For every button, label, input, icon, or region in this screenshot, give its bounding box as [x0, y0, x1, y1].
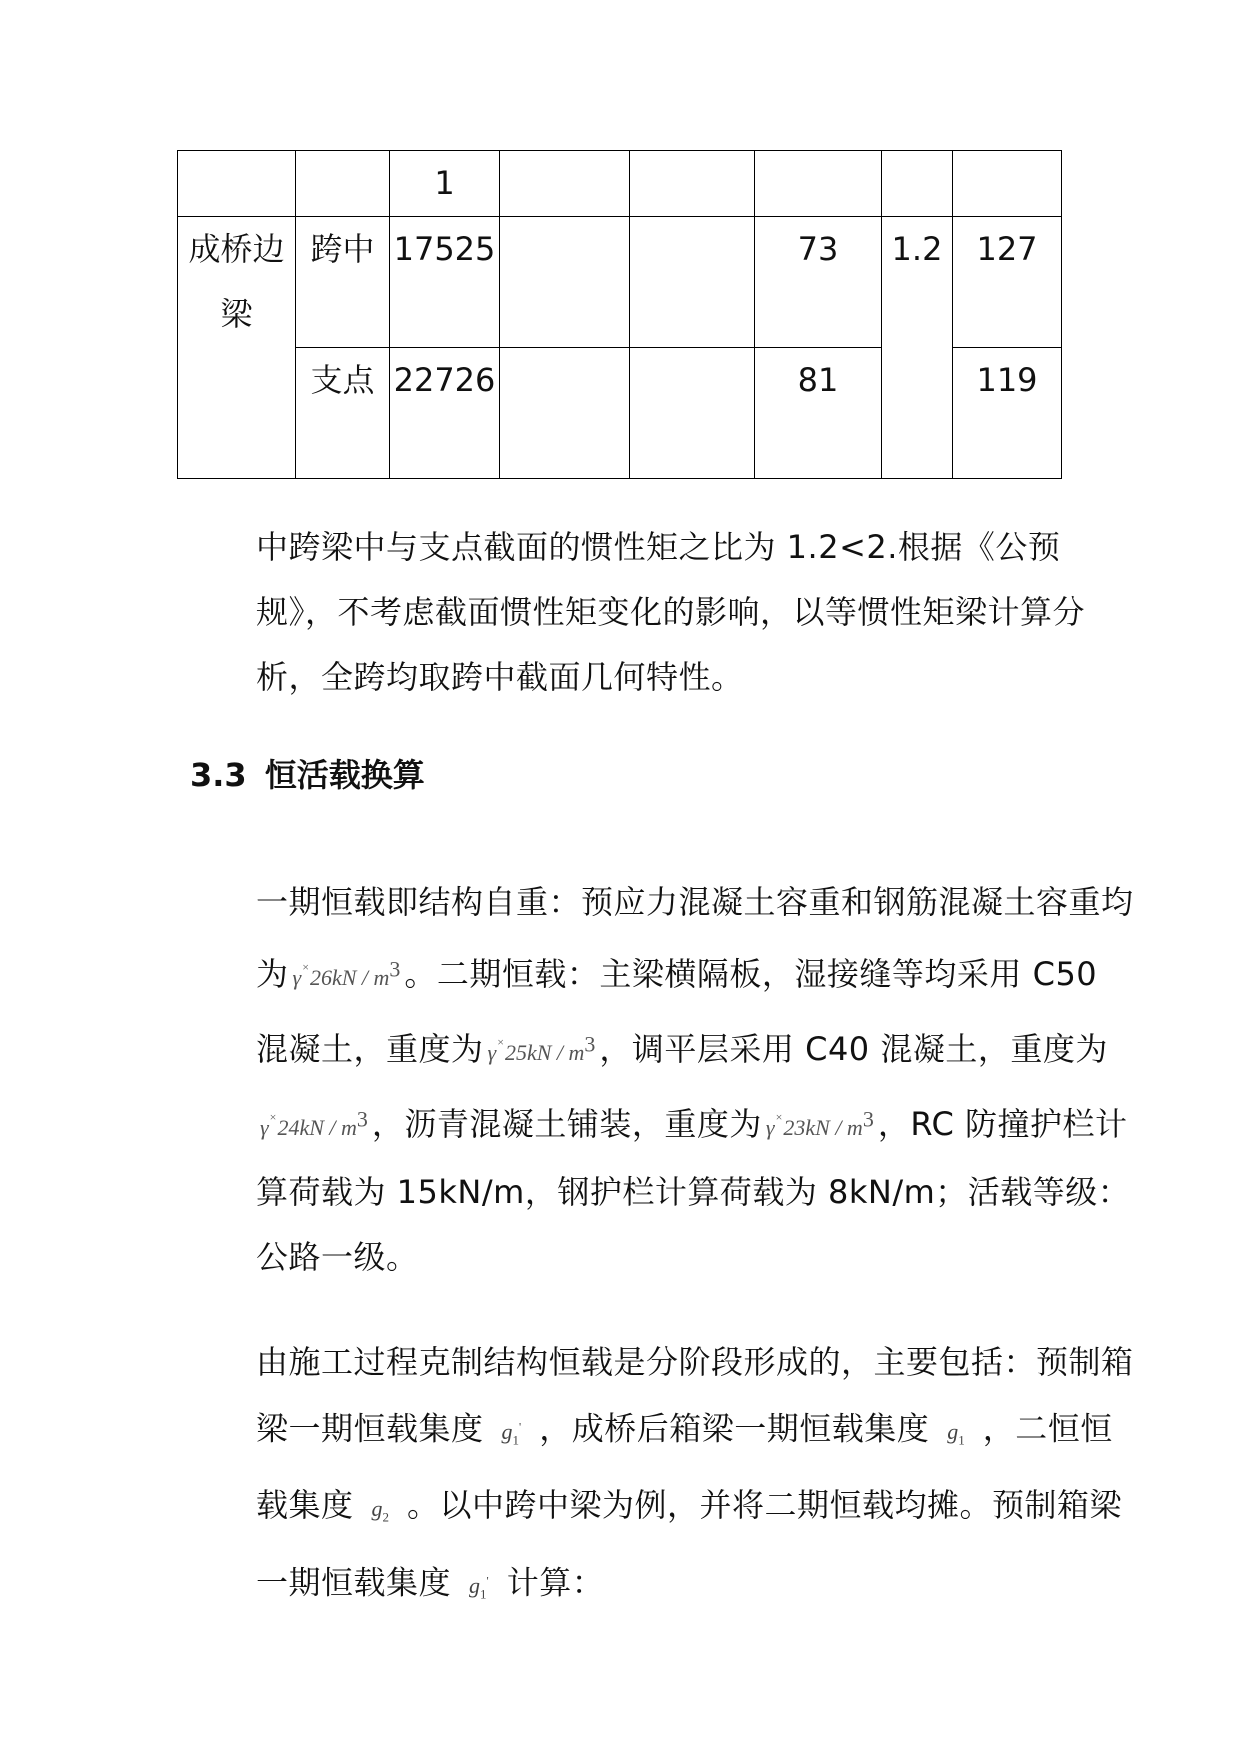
text-run: ，沥青混凝土铺装，重度为 [371, 1105, 762, 1143]
table-cell: 1.2 [882, 217, 953, 479]
table-cell [178, 151, 296, 217]
table-cell [953, 151, 1062, 217]
unit-weight-formula: $\gamma^\times 25kN / m^3$ [487, 1031, 596, 1065]
table-cell: 跨中 [296, 217, 390, 348]
text-run: 。二期恒载：主梁横隔板，湿接缝等均采用 C50 混凝土，重度为 [256, 955, 1098, 1068]
table-cell [296, 151, 390, 217]
paragraph-load-stages [190, 1330, 1136, 1627]
table-cell [630, 217, 755, 348]
text-run: 一期恒载即结构自重：预应力混凝土容重和钢筋混凝土容重均为 [256, 883, 1134, 993]
section-number: 3.3 [190, 756, 247, 794]
table-row [178, 151, 1062, 217]
text-run: ，调平层采用 C40 混凝土，重度为 [599, 1030, 1108, 1068]
load-intensity-symbol: $g_2$ [371, 1495, 390, 1525]
table-cell: 支点 [296, 348, 390, 479]
unit-weight-formula: $\gamma^\times 26kN / m^3$ [292, 956, 401, 990]
paragraph-dead-loads [190, 870, 1136, 1290]
table-cell: 1 [390, 151, 500, 217]
table-cell [500, 348, 630, 479]
text-run: ，RC 防撞护栏计算荷载为 15kN/m，钢护栏计算荷载为 8kN/m；活载等级：公路一级。 [256, 1105, 1131, 1276]
text-run: 计算： [506, 1563, 605, 1602]
table-cell: 22726 [390, 348, 500, 479]
text-run: 由施工过程克制结构恒载是分阶段形成的，主要包括：预制箱梁一期恒载集度 [256, 1343, 1134, 1448]
unit-weight-formula: $\gamma^\times 23kN / m^3$ [765, 1106, 874, 1140]
section-properties-table [177, 150, 1062, 479]
text-run: 。以中跨中梁为例，并将二期恒载均摊。预制箱梁一期恒载集度 [256, 1485, 1123, 1602]
unit-weight-formula: $\gamma^\times 24kN / m^3$ [260, 1106, 368, 1140]
load-intensity-symbol: $g_1'$ [469, 1573, 489, 1602]
paragraph-inertia-ratio: 中跨梁中与支点截面的惯性矩之比为 1.2<2.根据《公预规》，不考虑截面惯性矩变化的影响，以等惯性矩梁计算分析，全跨均取跨中截面几何特性。 [256, 528, 1086, 696]
table-cell: 73 [755, 217, 882, 348]
table-cell [500, 151, 630, 217]
table-cell [500, 217, 630, 348]
load-intensity-symbol: $g_1$ [947, 1419, 965, 1448]
load-intensity-symbol: $g_1'$ [501, 1419, 522, 1448]
table-cell: 17525 [390, 217, 500, 348]
text-run: ，成桥后箱梁一期恒载集度 [539, 1409, 930, 1448]
table-cell [755, 151, 882, 217]
section-title: 恒活载换算 [264, 756, 425, 794]
table-cell: 127 [953, 217, 1062, 348]
table-cell: 119 [953, 348, 1062, 479]
table-cell [882, 151, 953, 217]
table-row [178, 217, 1062, 348]
table-row-label: 成桥边梁 [178, 217, 296, 479]
table-cell [630, 348, 755, 479]
table-cell: 81 [755, 348, 882, 479]
section-heading [190, 750, 425, 800]
table-cell [630, 151, 755, 217]
text-run: ，二恒恒载集度 [256, 1409, 1113, 1524]
